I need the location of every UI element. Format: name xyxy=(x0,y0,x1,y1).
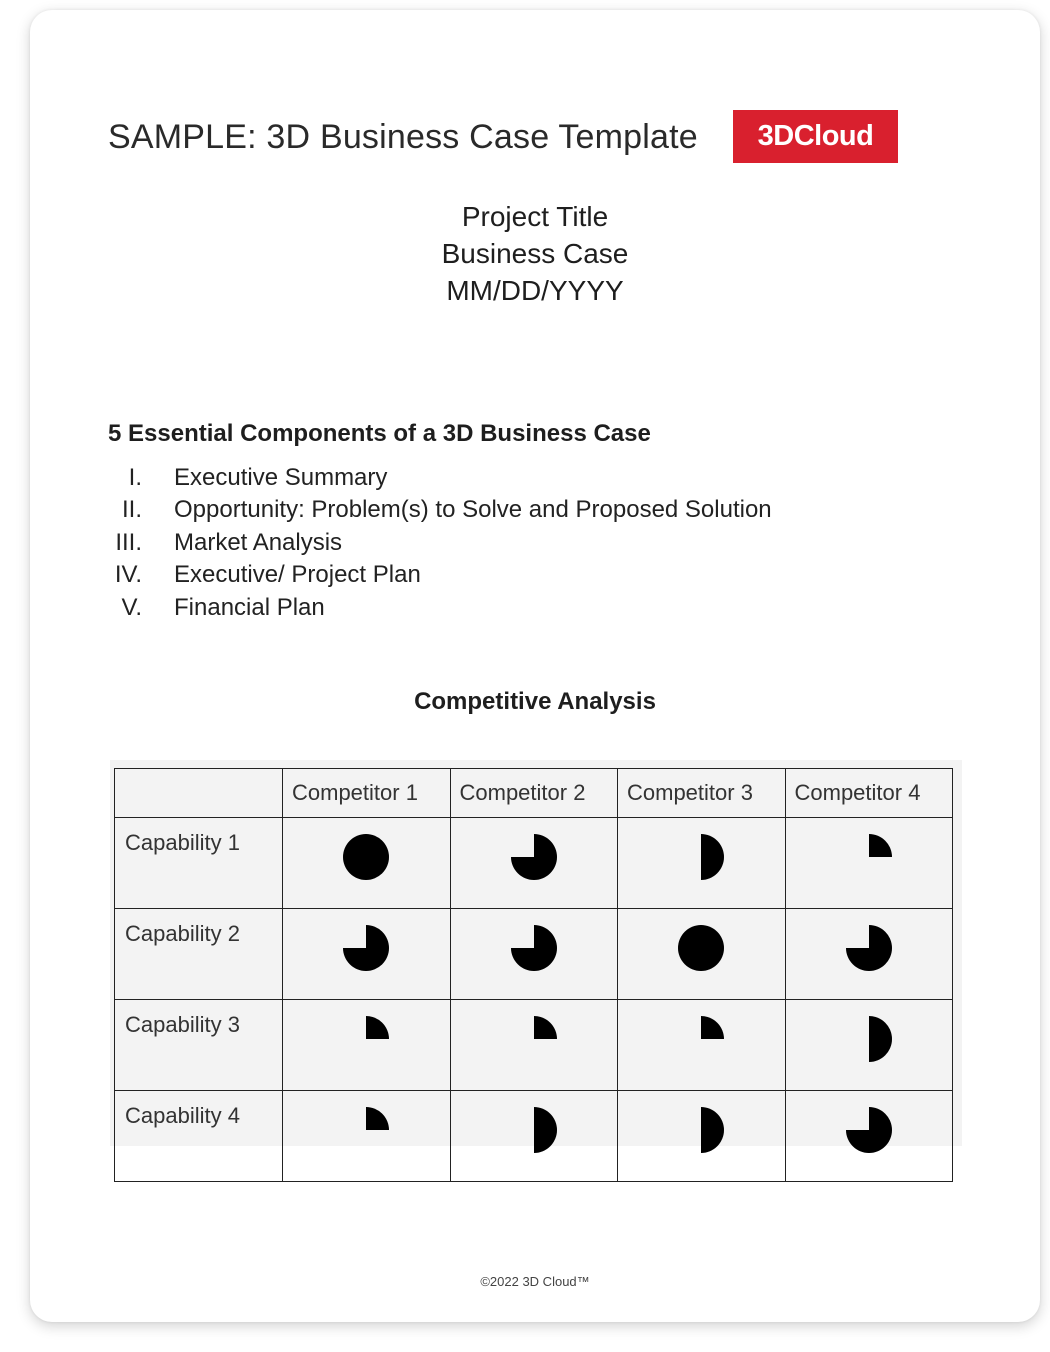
rating-cell xyxy=(785,1091,953,1182)
capability-label: Capability 2 xyxy=(115,909,283,1000)
harvey-ball-fill xyxy=(701,834,724,880)
harvey-ball-fill xyxy=(701,1016,724,1039)
harvey-ball-fill xyxy=(343,925,389,971)
rating-cell xyxy=(450,818,618,909)
harvey-ball-fill xyxy=(534,1016,557,1039)
rating-cell xyxy=(283,1000,451,1091)
list-item-number: III. xyxy=(115,528,142,556)
list-item xyxy=(108,559,772,591)
competitive-analysis-table xyxy=(114,768,953,1182)
harvey-ball-icon xyxy=(336,827,396,887)
table-row xyxy=(115,909,953,1000)
harvey-ball-fill xyxy=(678,925,724,971)
rating-cell xyxy=(618,1000,786,1091)
harvey-ball-icon xyxy=(839,918,899,978)
list-item-label: Executive/ Project Plan xyxy=(174,561,421,589)
harvey-ball-icon xyxy=(336,1009,396,1069)
harvey-ball-icon xyxy=(504,1009,564,1069)
project-date: MM/DD/YYYY xyxy=(446,275,624,306)
capability-label: Capability 4 xyxy=(115,1091,283,1182)
table-corner-cell xyxy=(115,769,283,818)
harvey-ball-icon xyxy=(671,827,731,887)
harvey-ball-fill xyxy=(366,1107,389,1130)
list-item xyxy=(108,592,772,624)
harvey-ball-fill xyxy=(343,834,389,880)
rating-cell xyxy=(785,1000,953,1091)
table-row xyxy=(115,1091,953,1182)
harvey-ball-fill xyxy=(846,1107,892,1153)
document-title: SAMPLE: 3D Business Case Template xyxy=(108,118,698,156)
table-header-row xyxy=(115,769,953,818)
harvey-ball-icon xyxy=(671,918,731,978)
harvey-ball-icon xyxy=(504,918,564,978)
list-item-label: Opportunity: Problem(s) to Solve and Proposed Solution xyxy=(174,496,772,524)
document-page xyxy=(30,10,1040,1322)
rating-cell xyxy=(618,909,786,1000)
list-item xyxy=(108,494,772,526)
components-list xyxy=(108,462,772,624)
components-heading: 5 Essential Components of a 3D Business Case xyxy=(108,420,651,447)
project-subtitle: Business Case xyxy=(441,238,629,269)
rating-cell xyxy=(450,1000,618,1091)
harvey-ball-icon xyxy=(504,1100,564,1160)
rating-cell xyxy=(618,1091,786,1182)
harvey-ball-icon xyxy=(839,827,899,887)
harvey-ball-icon xyxy=(671,1009,731,1069)
competitor-header: Competitor 3 xyxy=(618,769,786,818)
harvey-ball-icon xyxy=(671,1100,731,1160)
rating-cell xyxy=(283,818,451,909)
copyright-footer: ©2022 3D Cloud™ xyxy=(480,1274,590,1289)
harvey-ball-fill xyxy=(869,1016,892,1062)
rating-cell xyxy=(618,818,786,909)
competitive-analysis-heading: Competitive Analysis xyxy=(414,688,656,715)
harvey-ball-fill xyxy=(366,1016,389,1039)
harvey-ball-fill xyxy=(511,834,557,880)
table-row xyxy=(115,818,953,909)
rating-cell xyxy=(785,909,953,1000)
rating-cell xyxy=(283,909,451,1000)
list-item-number: I. xyxy=(128,464,142,491)
table-row xyxy=(115,1000,953,1091)
brand-logo-text: 3DCloud xyxy=(757,120,874,152)
rating-cell xyxy=(450,1091,618,1182)
list-item-number: II. xyxy=(121,496,142,524)
competitor-header: Competitor 1 xyxy=(283,769,451,818)
harvey-ball-fill xyxy=(869,834,892,857)
rating-cell xyxy=(283,1091,451,1182)
capability-label: Capability 1 xyxy=(115,818,283,909)
harvey-ball-fill xyxy=(846,925,892,971)
harvey-ball-fill xyxy=(701,1107,724,1153)
harvey-ball-fill xyxy=(534,1107,557,1153)
competitor-header: Competitor 2 xyxy=(450,769,618,818)
rating-cell xyxy=(785,818,953,909)
competitive-analysis-table-container xyxy=(110,760,962,1146)
harvey-ball-icon xyxy=(336,918,396,978)
brand-logo xyxy=(733,110,898,163)
list-item-number: IV. xyxy=(114,561,142,589)
capability-label: Capability 3 xyxy=(115,1000,283,1091)
harvey-ball-icon xyxy=(336,1100,396,1160)
competitor-header: Competitor 4 xyxy=(785,769,953,818)
harvey-ball-icon xyxy=(839,1009,899,1069)
harvey-ball-icon xyxy=(504,827,564,887)
project-header xyxy=(30,198,1040,309)
list-item-number: V. xyxy=(121,593,142,621)
list-item xyxy=(108,462,772,494)
harvey-ball-fill xyxy=(511,925,557,971)
harvey-ball-icon xyxy=(839,1100,899,1160)
list-item-label: Executive Summary xyxy=(174,464,388,491)
project-title: Project Title xyxy=(461,201,609,232)
list-item-label: Market Analysis xyxy=(174,528,343,556)
list-item-label: Financial Plan xyxy=(174,593,325,621)
rating-cell xyxy=(450,909,618,1000)
list-item xyxy=(108,527,772,559)
